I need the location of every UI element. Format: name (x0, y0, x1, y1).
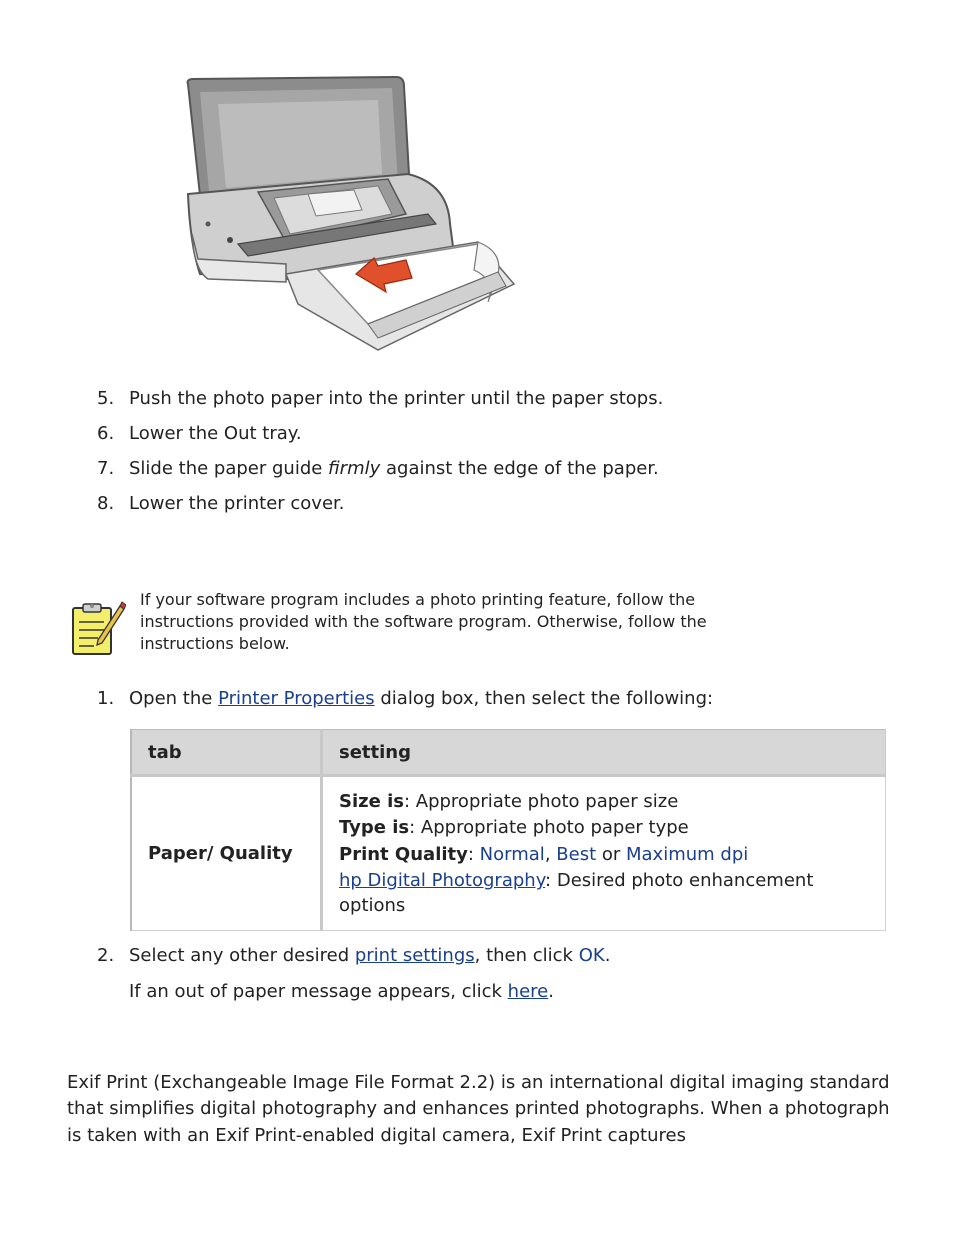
exif-print-paragraph: Exif Print (Exchangeable Image File Format 2.2) is an international digital imaging standard that simplifies digital photography and enhances printed photographs. When a photograph is taken with an Exif Print-enabled digital camera, Exif Print captures (67, 1072, 890, 1146)
type-line: Type is: Appropriate photo paper type (339, 817, 689, 839)
quality-best: Best (556, 843, 597, 865)
hp-digital-photography-line: hp Digital Photography: Desired photo enhancement options (339, 870, 814, 917)
quality-maximum-dpi: Maximum dpi (625, 843, 749, 865)
cell-paper-quality: Paper/ Quality (131, 776, 322, 931)
step-2: 2. Select any other desired print settings, then click OK. (97, 945, 611, 966)
emphasis-firmly: firmly (328, 458, 381, 479)
table-header-row (131, 730, 886, 776)
ok-label: OK (578, 945, 605, 966)
settings-table (130, 729, 886, 931)
step-8: 8. Lower the printer cover. (97, 493, 345, 514)
print-quality-line: Print Quality: Normal, Best or Maximum dpi (339, 843, 749, 865)
step-1: 1. Open the Printer Properties dialog box, then select the following: (97, 688, 714, 709)
note-text: If your software program includes a photo printing feature, follow the instructions provided with the software program. Otherwise, follow the instructions below. (140, 590, 707, 653)
step-6: 6. Lower the Out tray. (97, 423, 302, 444)
printer-properties-link[interactable]: Printer Properties (218, 688, 375, 709)
header-tab: tab (131, 730, 322, 776)
printer-illustration (178, 74, 518, 356)
size-line: Size is: Appropriate photo paper size (339, 790, 679, 812)
cell-settings (322, 776, 886, 931)
step-8-text: Lower the printer cover. (129, 493, 345, 514)
header-setting: setting (322, 730, 886, 776)
here-link[interactable]: here (507, 981, 549, 1002)
step-7: 7. Slide the paper guide firmly against the edge of the paper. (97, 458, 659, 479)
step-5-text: Push the photo paper into the printer until the paper stops. (129, 388, 664, 409)
table-row (131, 776, 886, 931)
quality-normal: Normal (479, 843, 545, 865)
step-6-text: Lower the Out tray. (129, 423, 302, 444)
hp-digital-photography-link[interactable]: hp Digital Photography (339, 870, 546, 892)
out-of-paper-note: If an out of paper message appears, click here. (129, 981, 554, 1002)
step-5: 5. Push the photo paper into the printer until the paper stops. (97, 388, 664, 409)
note-clipboard-icon (70, 600, 126, 658)
print-settings-link[interactable]: print settings (354, 945, 475, 966)
